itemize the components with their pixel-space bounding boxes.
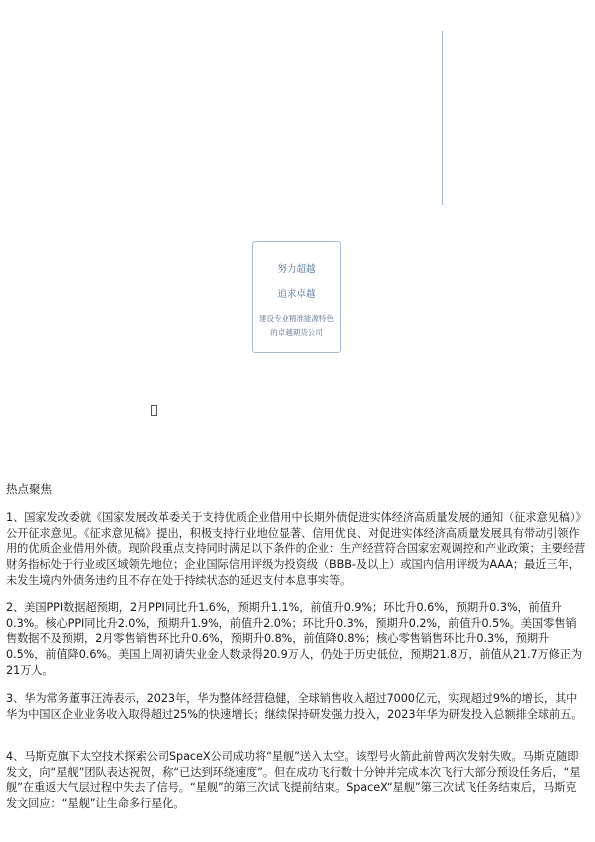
slogan-box (252, 241, 341, 353)
slogan-tagline: 建设专业精准能源特色的卓越期货公司 (259, 314, 334, 337)
news-paragraph-2: 2、美国PPI数据超预期，2月PPI同比升1.6%，预期升1.1%，前值升0.9%；环比升0.6%，预期升0.3%，前值升0.3%。核心PPI同比升2.0%，预期升1.9%，前值升2.0%；环比升0.3%，预期升0.2%，前值升0.5%。美国零售销售数据不及预期，2月零售销售环比升0.6%，预期升0.8%，前值降0.8%；核心零售销售环比升0.3%，预期升0.5%，前值降0.6%。美国上周初请失业金人数录得20.9万人，仍处于历史低位，预期21.8万，前值从21.7万修正为21万人。 (6, 601, 583, 677)
news-paragraph-3: 3、华为常务董事汪涛表示，2023年，华为整体经营稳健，全球销售收入超过7000亿元，实现超过9%的增长，其中华为中国区企业业务收入取得超过25%的快速增长；继续保持研发强力投入，2023年华为研发投入总额排全球前五。 (6, 692, 583, 721)
section-title: 热点聚焦 (6, 482, 52, 496)
vertical-divider-line (442, 31, 443, 205)
slogan-line-1: 努力超越 (277, 264, 316, 275)
news-paragraph-1: 1、国家发改委就《国家发展改革委关于支持优质企业借用中长期外债促进实体经济高质量发展的通知（征求意见稿）》公开征求意见。《征求意见稿》提出，积极支持行业地位显著、信用优良、对促进实体经济高质量发展具有带动引领作用的优质企业借用外债。现阶段重点支持同时满足以下条件的企业：生产经营符合国家宏观调控和产业政策；主要经营财务指标处于行业或区域领先地位；企业国际信用评级为投资级（BBB-及以上）或国内信用评级为AAA；最近三年，未发生境内外债务违约且不存在处于持续状态的延迟支付本息事实等。 (6, 511, 586, 587)
news-paragraph-4: 4、马斯克旗下太空技术探索公司SpaceX公司成功将“星舰”送入太空。该型号火箭此前曾两次发射失败。马斯克随即发文，向“星舰”团队表达祝贺，称“已达到环绕速度”。但在成功飞行数十分钟并完成本次飞行大部分预设任务后，“星舰”在重返大气层过程中失去了信号。“星舰”的第三次试飞提前结束。SpaceX“星舰”第三次试飞任务结束后，马斯克发文回应：“星舰”让生命多行星化。 (6, 750, 581, 811)
slogan-line-2: 追求卓越 (277, 289, 316, 300)
missing-glyph-icon (151, 405, 157, 416)
